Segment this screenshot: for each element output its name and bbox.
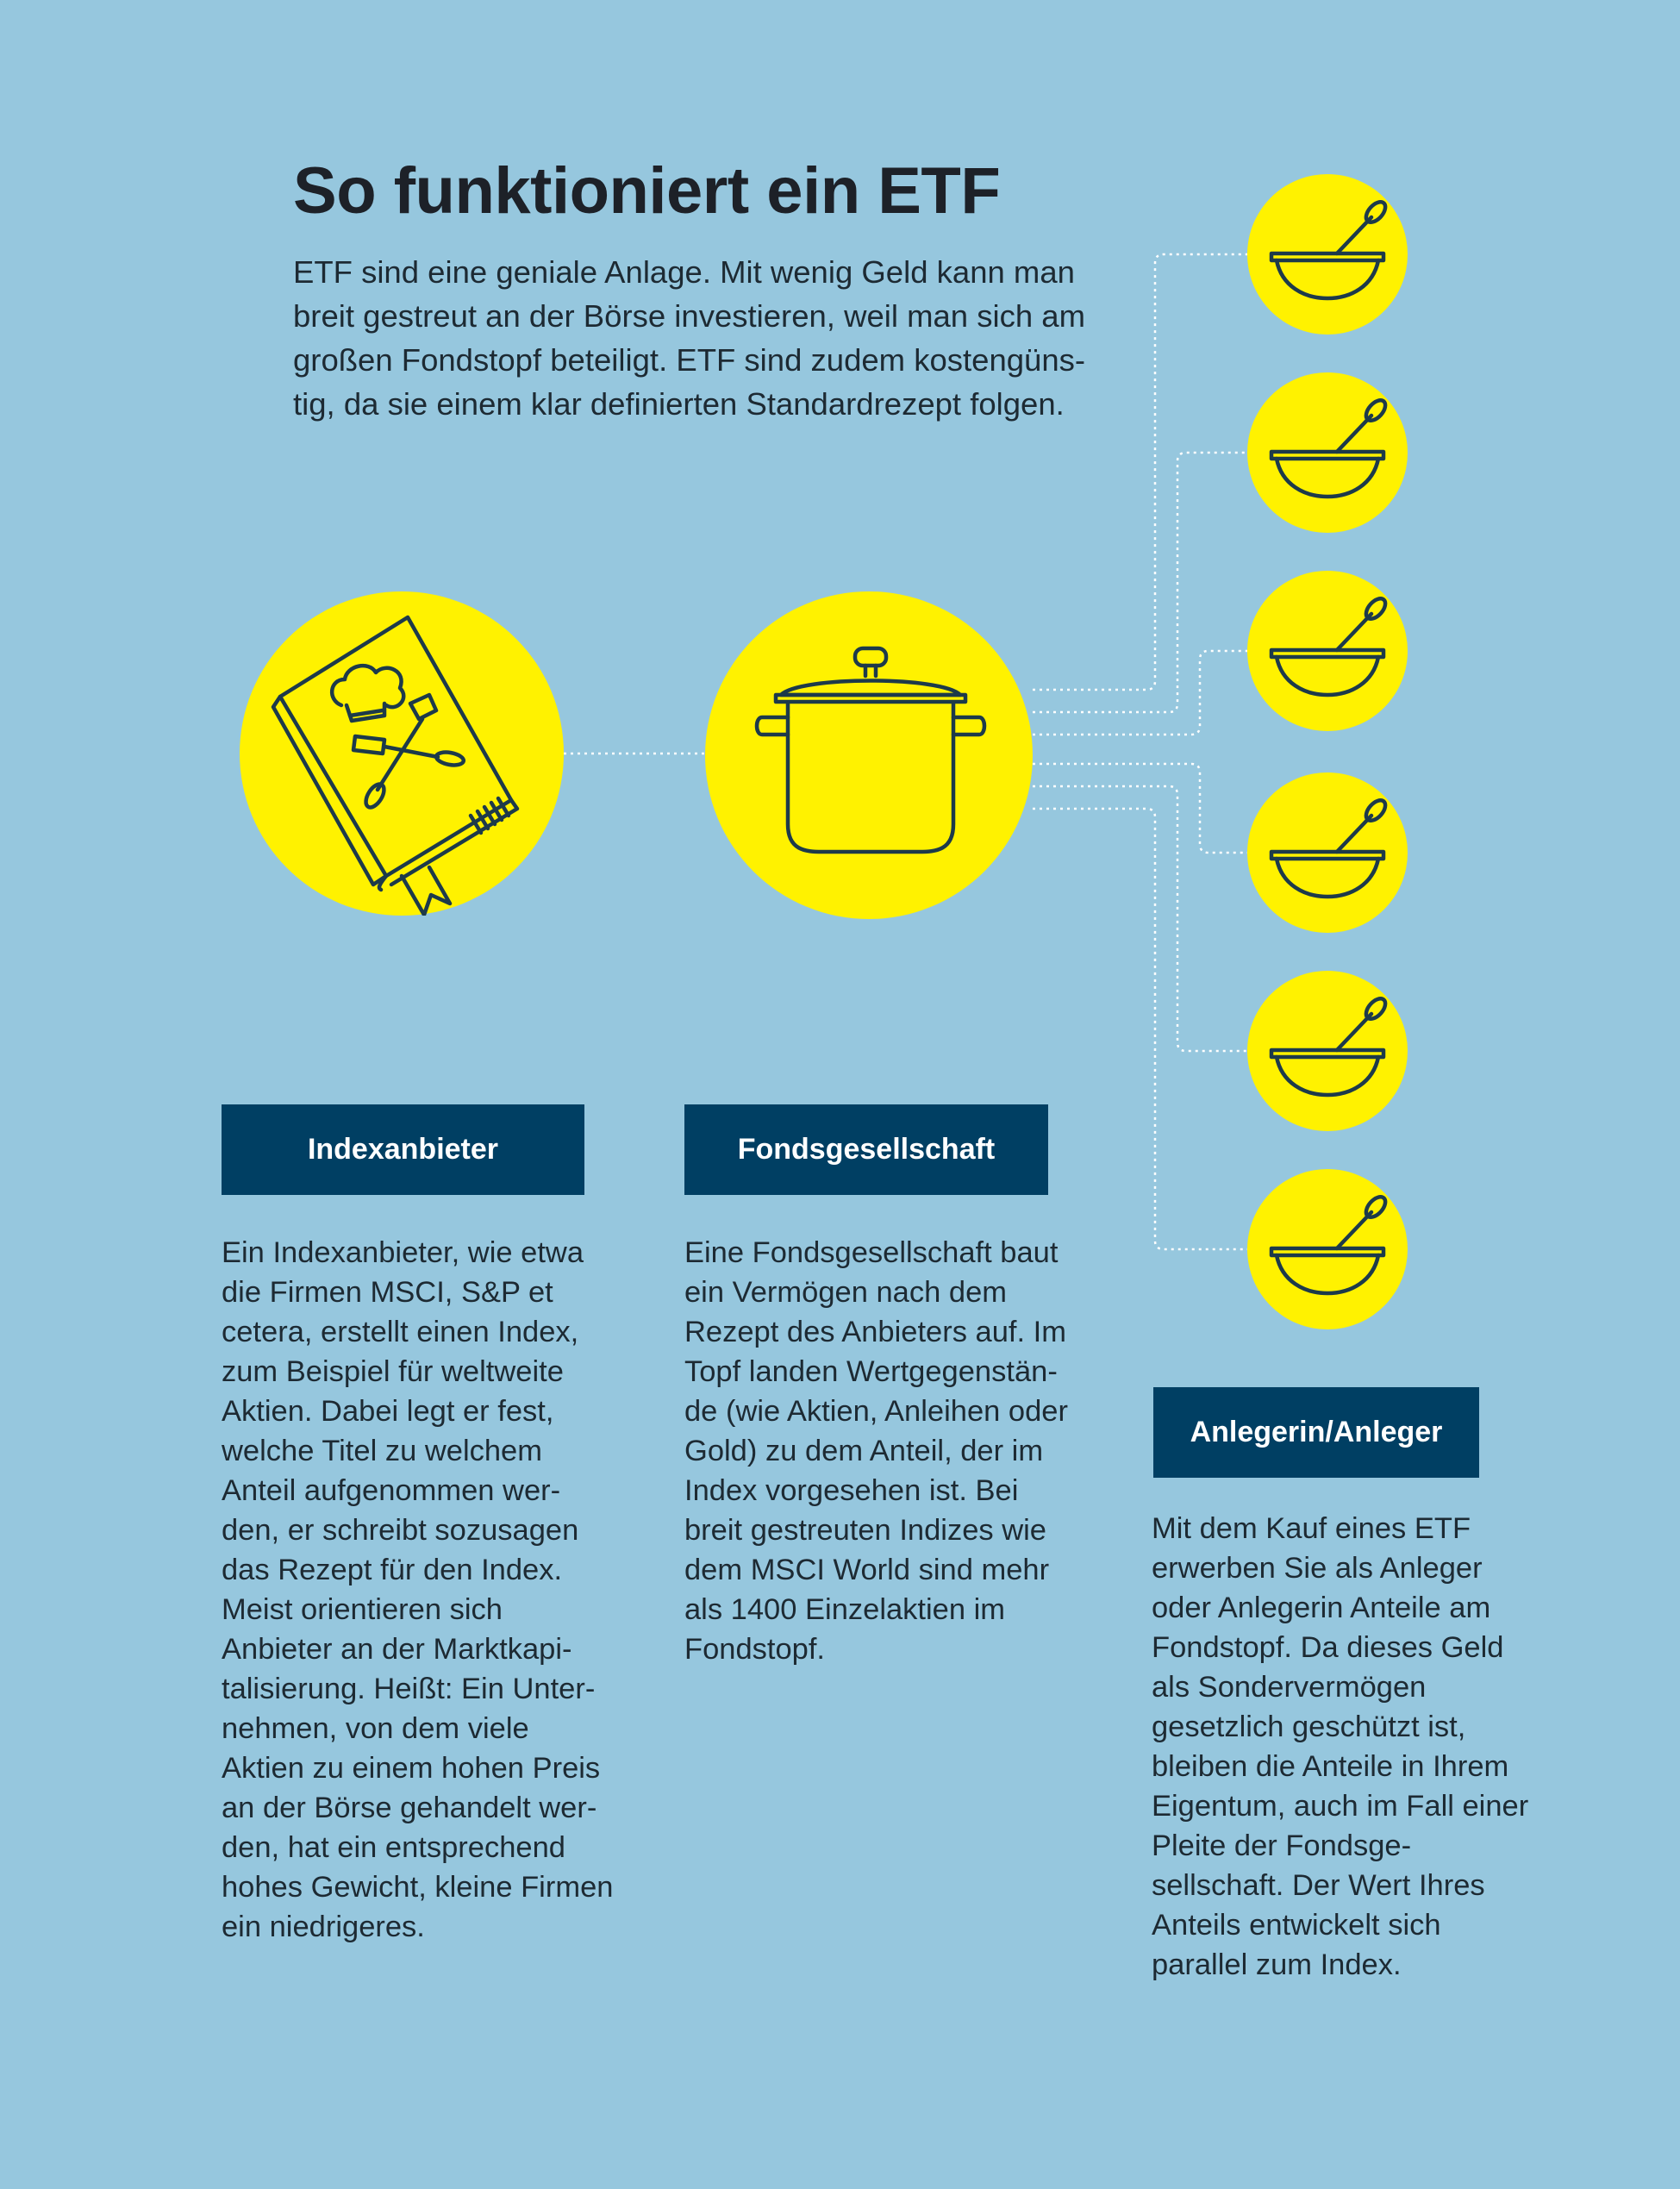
book-circle — [240, 591, 564, 916]
bowl-with-spoon-icon — [1247, 772, 1408, 933]
bowl-with-spoon-icon — [1247, 571, 1408, 731]
bowl-circle-5 — [1247, 971, 1408, 1131]
bowl-circle-2 — [1247, 372, 1408, 533]
recipe-book-icon — [240, 591, 564, 916]
bowl-with-spoon-icon — [1247, 174, 1408, 335]
fund-description: Eine Fondsgesellschaft baut ein Vermögen nach dem Rezept des Anbieters auf. Im Topf landen Wertgegenstän-de (wie Aktien, Anleihen oder Gold) zu dem Anteil, der im Index vorgesehen ist. Bei breit gestreuten Indizes wie dem MSCI World sind mehr als 1400 Einzelaktien im Fondstopf. — [684, 1236, 1068, 1666]
connector-pot-to-bowl-5 — [1033, 786, 1247, 1051]
index-description: Ein Indexanbieter, wie etwa die Firmen MSCI, S&P et cetera, erstellt einen Index, zum Beispiel für weltweite Aktien. Dabei legt er fest, welche Titel zu welchem Anteil aufgenommen wer-den, er schreibt sozusagen das Rezept für den Index. Meist orientieren sich Anbieter an der Marktkapi-talisierung. Heißt: Ein Unter-nehmen, von dem viele Aktien zu einem hohen Preis an der Börse gehandelt wer-den, hat ein entsprechend hohes Gewicht, kleine Firmen ein niedrigeres. — [222, 1236, 614, 1943]
connector-pot-to-bowl-4 — [1033, 764, 1247, 853]
page-title: So funktioniert ein ETF — [293, 154, 1001, 228]
connector-pot-to-bowl-2 — [1033, 453, 1247, 712]
intro-text: ETF sind eine geniale Anlage. Mit wenig Geld kann man breit gestreut an der Börse investieren, weil man sich am großen Fondstopf beteiligt. ETF sind zudem kostengüns-tig, da sie einem klar definierten Standardrezept folgen. — [293, 254, 1086, 422]
label-anleger — [1153, 1387, 1479, 1478]
label-fondsgesellschaft — [684, 1104, 1048, 1195]
bowl-with-spoon-icon — [1247, 1169, 1408, 1329]
bowl-circle-1 — [1247, 174, 1408, 335]
connector-pot-to-bowl-3 — [1033, 651, 1247, 735]
label-indexanbieter-text: Indexanbieter — [307, 1133, 499, 1166]
cooking-pot-icon — [705, 591, 1033, 919]
investor-description: Mit dem Kauf eines ETF erwerben Sie als Anleger oder Anlegerin Anteile am Fondstopf. Da dieses Geld als Sondervermögen gesetzlich geschützt ist, bleiben die Anteile in Ihrem Eigentum, auch im Fall einer Pleite der Fondsge-sellschaft. Der Wert Ihres Anteils entwickelt sich parallel zum Index. — [1152, 1512, 1529, 1981]
bowl-circle-6 — [1247, 1169, 1408, 1329]
bowl-with-spoon-icon — [1247, 971, 1408, 1131]
bowl-circle-3 — [1247, 571, 1408, 731]
connector-pot-to-bowl-6 — [1033, 809, 1247, 1249]
bowl-with-spoon-icon — [1247, 372, 1408, 533]
bowl-circle-4 — [1247, 772, 1408, 933]
label-anleger-text: Anlegerin/Anleger — [1190, 1416, 1443, 1448]
pot-circle — [705, 591, 1033, 919]
label-fondsgesellschaft-text: Fondsgesellschaft — [737, 1133, 996, 1166]
label-indexanbieter — [222, 1104, 584, 1195]
